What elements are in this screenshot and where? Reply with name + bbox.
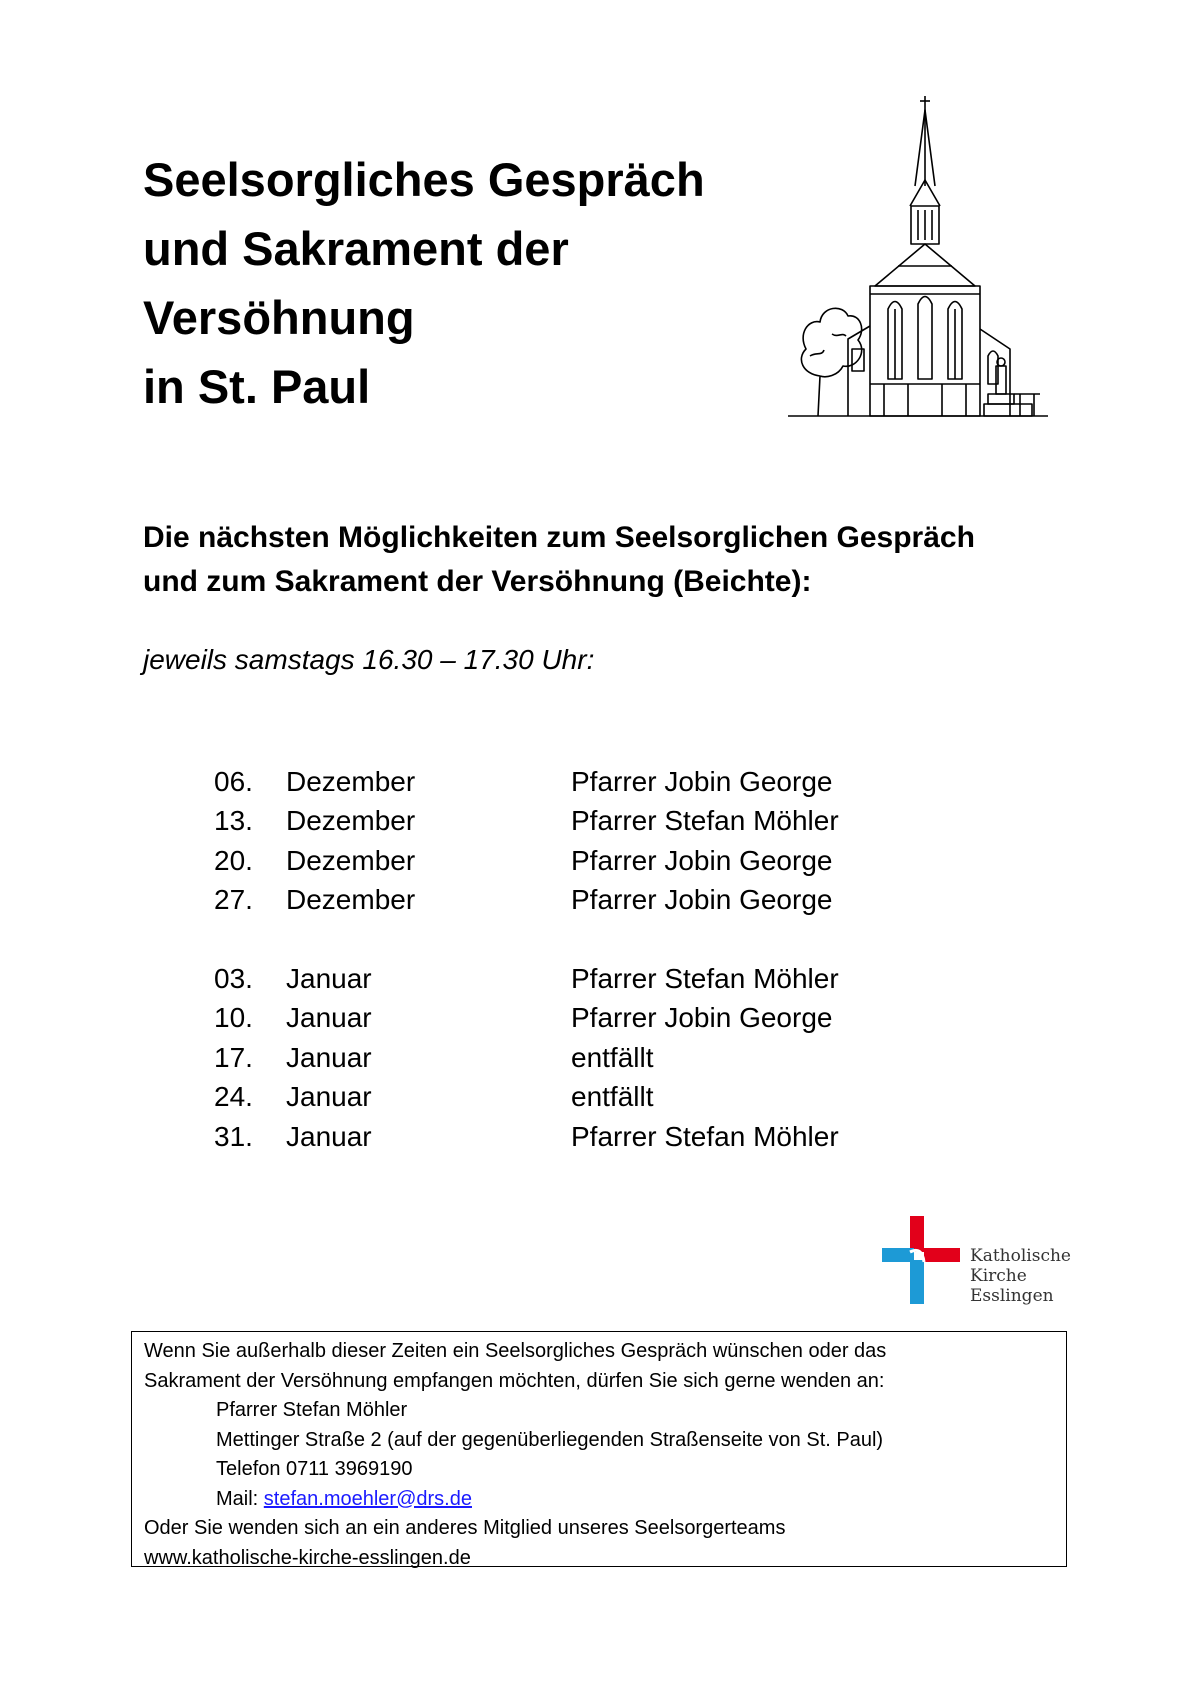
row-priest: entfällt (571, 1081, 654, 1113)
contact-address: Mettinger Straße 2 (auf der gegenüberliegenden Straßenseite von St. Paul) (216, 1428, 884, 1451)
title-line: Seelsorgliches Gespräch (143, 153, 705, 206)
month-spacer (214, 920, 974, 959)
row-day: 17. (214, 1041, 253, 1073)
contact-intro: Sakrament der Versöhnung empfangen möchten, dürfen Sie sich gerne wenden an: (144, 1369, 885, 1392)
contact-box (131, 1331, 1067, 1567)
row-month: Dezember (286, 844, 416, 876)
time-note: jeweils samstags 16.30 – 17.30 Uhr: (143, 644, 595, 675)
row-day: 20. (214, 844, 253, 876)
row-priest: Pfarrer Stefan Möhler (571, 1120, 839, 1152)
row-priest: Pfarrer Stefan Möhler (571, 962, 839, 994)
schedule-row (214, 1038, 974, 1077)
contact-phone: Telefon 0711 3969190 (216, 1458, 413, 1480)
page-title (143, 145, 763, 421)
schedule-list (214, 762, 974, 1156)
row-day: 13. (214, 805, 253, 837)
church-logo (882, 1216, 1072, 1304)
row-day: 03. (214, 962, 253, 994)
title-line: in St. Paul (143, 360, 371, 413)
contact-name: Pfarrer Stefan Möhler (216, 1399, 408, 1421)
row-priest: Pfarrer Jobin George (571, 884, 833, 916)
row-day: 24. (214, 1081, 253, 1113)
row-priest: Pfarrer Stefan Möhler (571, 805, 839, 837)
contact-team: Oder Sie wenden sich an ein anderes Mitglied unseres Seelsorgerteams (144, 1517, 786, 1539)
row-priest: Pfarrer Jobin George (571, 766, 833, 797)
logo-text (970, 1246, 1071, 1306)
row-month: Januar (286, 962, 372, 994)
section-heading (143, 516, 1093, 604)
schedule-row (214, 998, 974, 1037)
row-priest: Pfarrer Jobin George (571, 844, 833, 876)
logo-line: Kirche (970, 1266, 1027, 1286)
church-illustration-icon (788, 94, 1048, 424)
schedule-row (214, 841, 974, 880)
schedule-row (214, 880, 974, 919)
row-month: Januar (286, 1041, 372, 1073)
mail-label: Mail: (216, 1487, 264, 1510)
logo-line: Katholische (970, 1246, 1071, 1266)
logo-line: Esslingen (970, 1286, 1054, 1306)
schedule-row (214, 1117, 974, 1156)
row-day: 06. (214, 766, 253, 797)
email-link[interactable]: stefan.moehler@drs.de (263, 1487, 472, 1510)
contact-intro: Wenn Sie außerhalb dieser Zeiten ein Seelsorgliches Gespräch wünschen oder das (144, 1340, 887, 1362)
schedule-row (214, 762, 974, 801)
website-text: www.katholische-kirche-esslingen.de (144, 1546, 471, 1569)
row-month: Januar (286, 1081, 372, 1113)
title-line: Versöhnung (143, 291, 415, 344)
row-month: Januar (286, 1120, 372, 1152)
row-day: 10. (214, 1002, 253, 1034)
row-priest: Pfarrer Jobin George (571, 1002, 833, 1034)
row-month: Dezember (286, 805, 416, 837)
title-line: und Sakrament der (143, 222, 569, 275)
row-day: 27. (214, 884, 253, 916)
contact-mail-line (144, 1485, 1056, 1515)
schedule-row (214, 959, 974, 998)
heading-line: Die nächsten Möglichkeiten zum Seelsorglichen Gespräch (143, 521, 975, 554)
heading-line: und zum Sakrament der Versöhnung (Beichte): (143, 565, 812, 598)
schedule-row (214, 801, 974, 840)
row-priest: entfällt (571, 1041, 654, 1073)
row-month: Dezember (286, 884, 416, 916)
row-month: Dezember (286, 766, 416, 797)
row-day: 31. (214, 1120, 253, 1152)
cross-logo-icon (882, 1216, 962, 1304)
schedule-row (214, 1077, 974, 1116)
row-month: Januar (286, 1002, 372, 1034)
